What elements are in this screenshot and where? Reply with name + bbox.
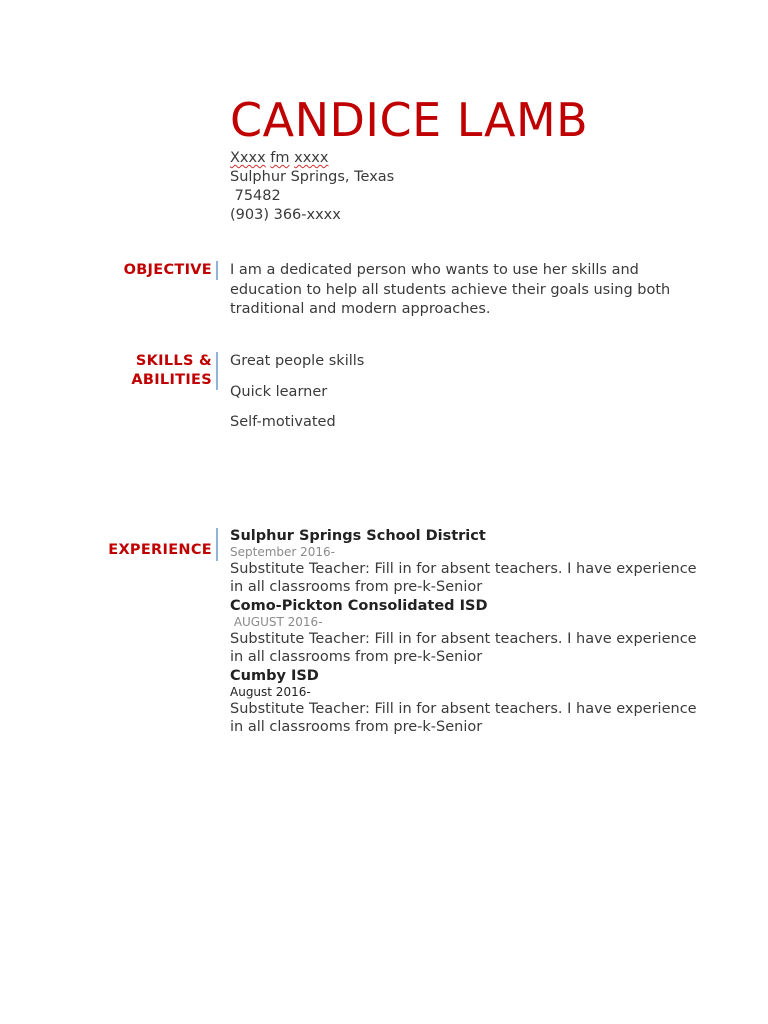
contact-word: Xxxx (230, 150, 266, 166)
job-entry (230, 597, 700, 666)
experience-heading: EXPERIENCE (108, 542, 212, 558)
section-divider (216, 352, 218, 390)
job-employer: Como-Pickton Consolidated ISD (230, 598, 488, 614)
job-description: Substitute Teacher: Fill in for absent teachers. I have experience in all classrooms from pre-k-Senior (230, 701, 697, 735)
job-description: Substitute Teacher: Fill in for absent teachers. I have experience in all classrooms from pre-k-Senior (230, 561, 697, 595)
job-date: September 2016- (230, 545, 336, 559)
phone-number: (903) 366-xxxx (230, 207, 341, 223)
contact-line (230, 149, 394, 168)
city-state: Sulphur Springs, Texas (230, 169, 395, 185)
contact-block (230, 149, 394, 225)
skills-heading-line1: SKILLS & (135, 353, 212, 369)
contact-word: xxxx (294, 150, 329, 166)
skills-list (230, 352, 700, 444)
skills-heading (12, 352, 212, 390)
job-entry (230, 667, 700, 736)
objective-heading: OBJECTIVE (123, 262, 212, 278)
resume-name: CANDICE LAMB (230, 93, 589, 147)
job-description: Substitute Teacher: Fill in for absent teachers. I have experience in all classrooms from pre-k-Senior (230, 631, 697, 665)
skills-heading-line2: ABILITIES (131, 372, 212, 388)
zip-code: 75482 (230, 188, 281, 204)
experience-list (230, 527, 700, 736)
job-entry (230, 527, 700, 596)
job-date: August 2016- (230, 685, 311, 699)
skill-item: Quick learner (230, 383, 328, 400)
contact-word: fm (270, 150, 290, 166)
section-divider (216, 261, 218, 280)
job-date: AUGUST 2016- (230, 615, 323, 629)
section-divider (216, 528, 218, 561)
objective-text: I am a dedicated person who wants to use her skills and education to help all students achieve their goals using both traditional and modern approaches. (230, 262, 671, 317)
job-employer: Cumby ISD (230, 668, 319, 684)
skill-item: Great people skills (230, 353, 365, 369)
job-employer: Sulphur Springs School District (230, 528, 486, 544)
skill-item: Self-motivated (230, 414, 336, 430)
